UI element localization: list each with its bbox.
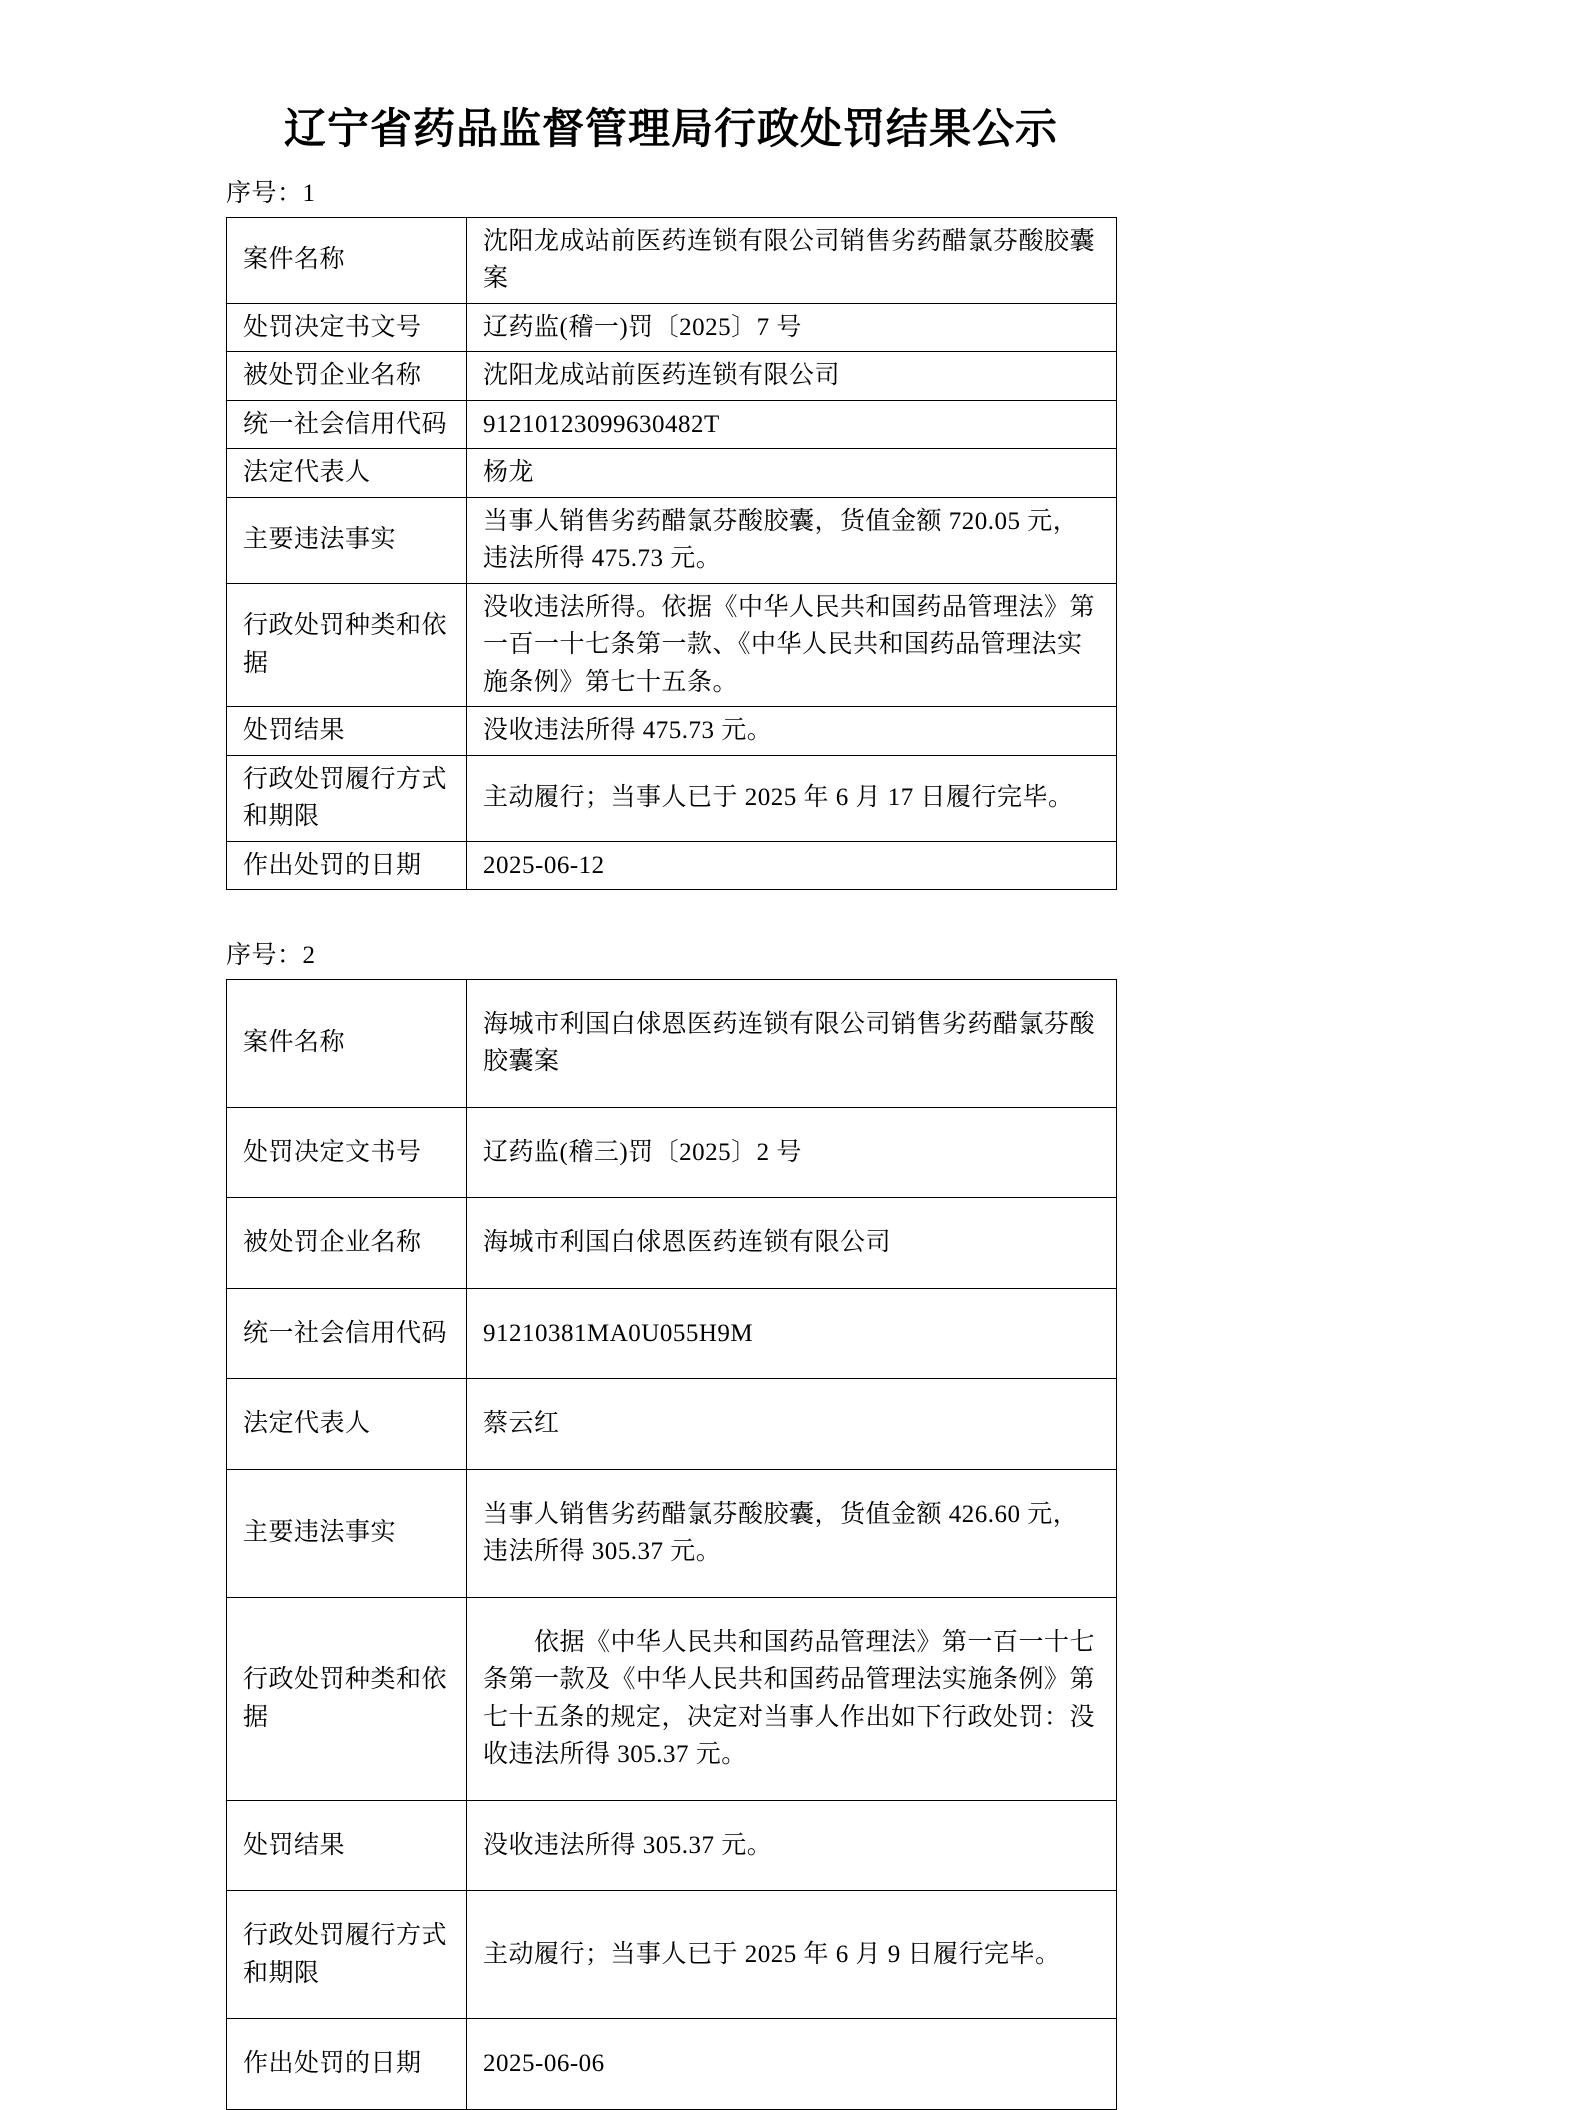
field-label: 处罚决定书文号 [227,303,467,352]
field-label: 统一社会信用代码 [227,1288,467,1379]
table-row [227,400,1117,449]
field-label: 被处罚企业名称 [227,352,467,401]
table-row [227,755,1117,841]
field-label: 作出处罚的日期 [227,2019,467,2110]
table-row [227,352,1117,401]
field-value: 辽药监(稽三)罚〔2025〕2 号 [467,1107,1117,1198]
field-label: 主要违法事实 [227,1469,467,1597]
field-label: 行政处罚履行方式和期限 [227,1891,467,2019]
field-value: 沈阳龙成站前医药连锁有限公司 [467,352,1117,401]
page-title: 辽宁省药品监督管理局行政处罚结果公示 [283,107,1058,153]
document [226,96,1116,2110]
case-section-2 [226,940,1116,2110]
field-label: 案件名称 [227,979,467,1107]
field-value: 依据《中华人民共和国药品管理法》第一百一十七条第一款及《中华人民共和国药品管理法实施条例》第七十五条的规定，决定对当事人作出如下行政处罚：没收违法所得 305.37 元。 [467,1597,1117,1800]
field-label: 被处罚企业名称 [227,1198,467,1289]
table-row [227,1597,1117,1800]
serial-number-label: 序号：2 [226,942,316,969]
field-label: 案件名称 [227,217,467,303]
field-value: 91210123099630482T [467,400,1117,449]
field-label: 法定代表人 [227,449,467,498]
field-value: 当事人销售劣药醋氯芬酸胶囊，货值金额 720.05 元，违法所得 475.73 元。 [467,497,1117,583]
field-label: 法定代表人 [227,1379,467,1470]
table-row [227,707,1117,756]
field-label: 处罚决定文书号 [227,1107,467,1198]
table-row [227,1198,1117,1289]
field-label: 作出处罚的日期 [227,841,467,890]
table-row [227,1379,1117,1470]
field-label: 处罚结果 [227,1800,467,1891]
penalty-table-1 [226,217,1117,891]
field-value: 没收违法所得 305.37 元。 [467,1800,1117,1891]
serial-number-label: 序号：1 [226,180,316,207]
table-row [227,303,1117,352]
field-value: 海城市利国白俅恩医药连锁有限公司 [467,1198,1117,1289]
table-row [227,497,1117,583]
table-row [227,979,1117,1107]
field-value: 辽药监(稽一)罚〔2025〕7 号 [467,303,1117,352]
field-label: 行政处罚履行方式和期限 [227,755,467,841]
table-row [227,1891,1117,2019]
field-value: 蔡云红 [467,1379,1117,1470]
field-label: 处罚结果 [227,707,467,756]
field-value: 没收违法所得。依据《中华人民共和国药品管理法》第一百一十七条第一款、《中华人民共和国药品管理法实施条例》第七十五条。 [467,583,1117,707]
table-row [227,2019,1117,2110]
field-value: 2025-06-12 [467,841,1117,890]
case-section-1 [226,178,1116,890]
table-row [227,1469,1117,1597]
penalty-table-2 [226,979,1117,2110]
field-value: 沈阳龙成站前医药连锁有限公司销售劣药醋氯芬酸胶囊案 [467,217,1117,303]
table-row [227,217,1117,303]
field-label: 统一社会信用代码 [227,400,467,449]
table-row [227,1800,1117,1891]
field-value: 杨龙 [467,449,1117,498]
table-row [227,1288,1117,1379]
table-row [227,841,1117,890]
field-value: 91210381MA0U055H9M [467,1288,1117,1379]
field-label: 主要违法事实 [227,497,467,583]
field-value: 主动履行；当事人已于 2025 年 6 月 9 日履行完毕。 [467,1891,1117,2019]
table-row [227,449,1117,498]
field-value: 2025-06-06 [467,2019,1117,2110]
field-value: 没收违法所得 475.73 元。 [467,707,1117,756]
table-row [227,583,1117,707]
field-label: 行政处罚种类和依据 [227,1597,467,1800]
field-value: 主动履行；当事人已于 2025 年 6 月 17 日履行完毕。 [467,755,1117,841]
field-label: 行政处罚种类和依据 [227,583,467,707]
field-value: 海城市利国白俅恩医药连锁有限公司销售劣药醋氯芬酸胶囊案 [467,979,1117,1107]
field-value: 当事人销售劣药醋氯芬酸胶囊，货值金额 426.60 元，违法所得 305.37 元。 [467,1469,1117,1597]
table-row [227,1107,1117,1198]
